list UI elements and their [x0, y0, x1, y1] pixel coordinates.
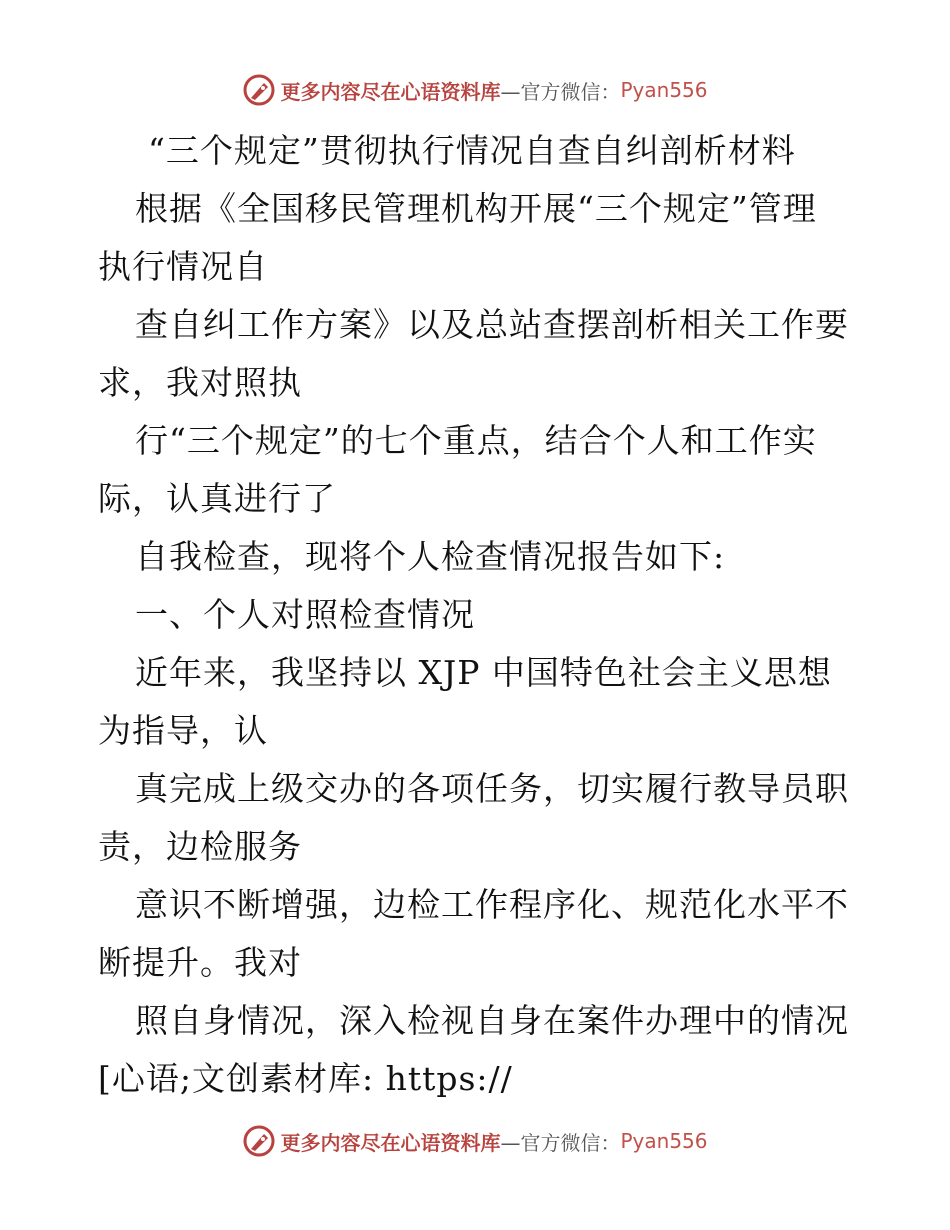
text-line: 根据《全国移民管理机构开展“三个规定”管理: [135, 189, 817, 228]
banner-account: Pyan556: [620, 78, 708, 102]
text-line: 自我检查，现将个人检查情况报告如下:: [135, 537, 726, 576]
text-line: 责，边检服务: [98, 827, 302, 866]
text-line: 意识不断增强，边检工作程序化、规范化水平不: [135, 885, 849, 924]
text-line: 查自纠工作方案》以及总站查摆剖析相关工作要: [135, 305, 849, 344]
text-line: 执行情况自: [98, 247, 268, 286]
pen-nib-circle-icon: [242, 1124, 276, 1158]
text-line: 行“三个规定”的七个重点，结合个人和工作实: [135, 421, 817, 460]
text-line: 为指导，认: [98, 711, 268, 750]
header-banner: [0, 70, 950, 110]
text-line: 真完成上级交办的各项任务，切实履行教导员职: [135, 769, 849, 808]
document-title: “三个规定”贯彻执行情况自查自纠剖析材料: [148, 131, 796, 170]
text-line: [心语;文创素材库: https://: [98, 1059, 513, 1098]
banner-account: Pyan556: [620, 1129, 708, 1153]
banner-text: 更多内容尽在心语资料库: [280, 79, 501, 104]
text-line: 际，认真进行了: [98, 479, 336, 518]
banner-separator: —官方微信：: [500, 79, 621, 104]
banner-text: 更多内容尽在心语资料库: [280, 1130, 501, 1155]
text-line: 照自身情况，深入检视自身在案件办理中的情况: [135, 1001, 849, 1040]
text-line: 断提升。我对: [98, 943, 302, 982]
pen-nib-circle-icon: [242, 73, 276, 107]
section-heading: 一、个人对照检查情况: [135, 595, 475, 634]
footer-banner: [0, 1121, 950, 1161]
banner-separator: —官方微信：: [500, 1130, 621, 1155]
document-body: [98, 122, 858, 1108]
text-line: 近年来，我坚持以 XJP 中国特色社会主义思想: [135, 653, 832, 692]
text-line: 求，我对照执: [98, 363, 302, 402]
